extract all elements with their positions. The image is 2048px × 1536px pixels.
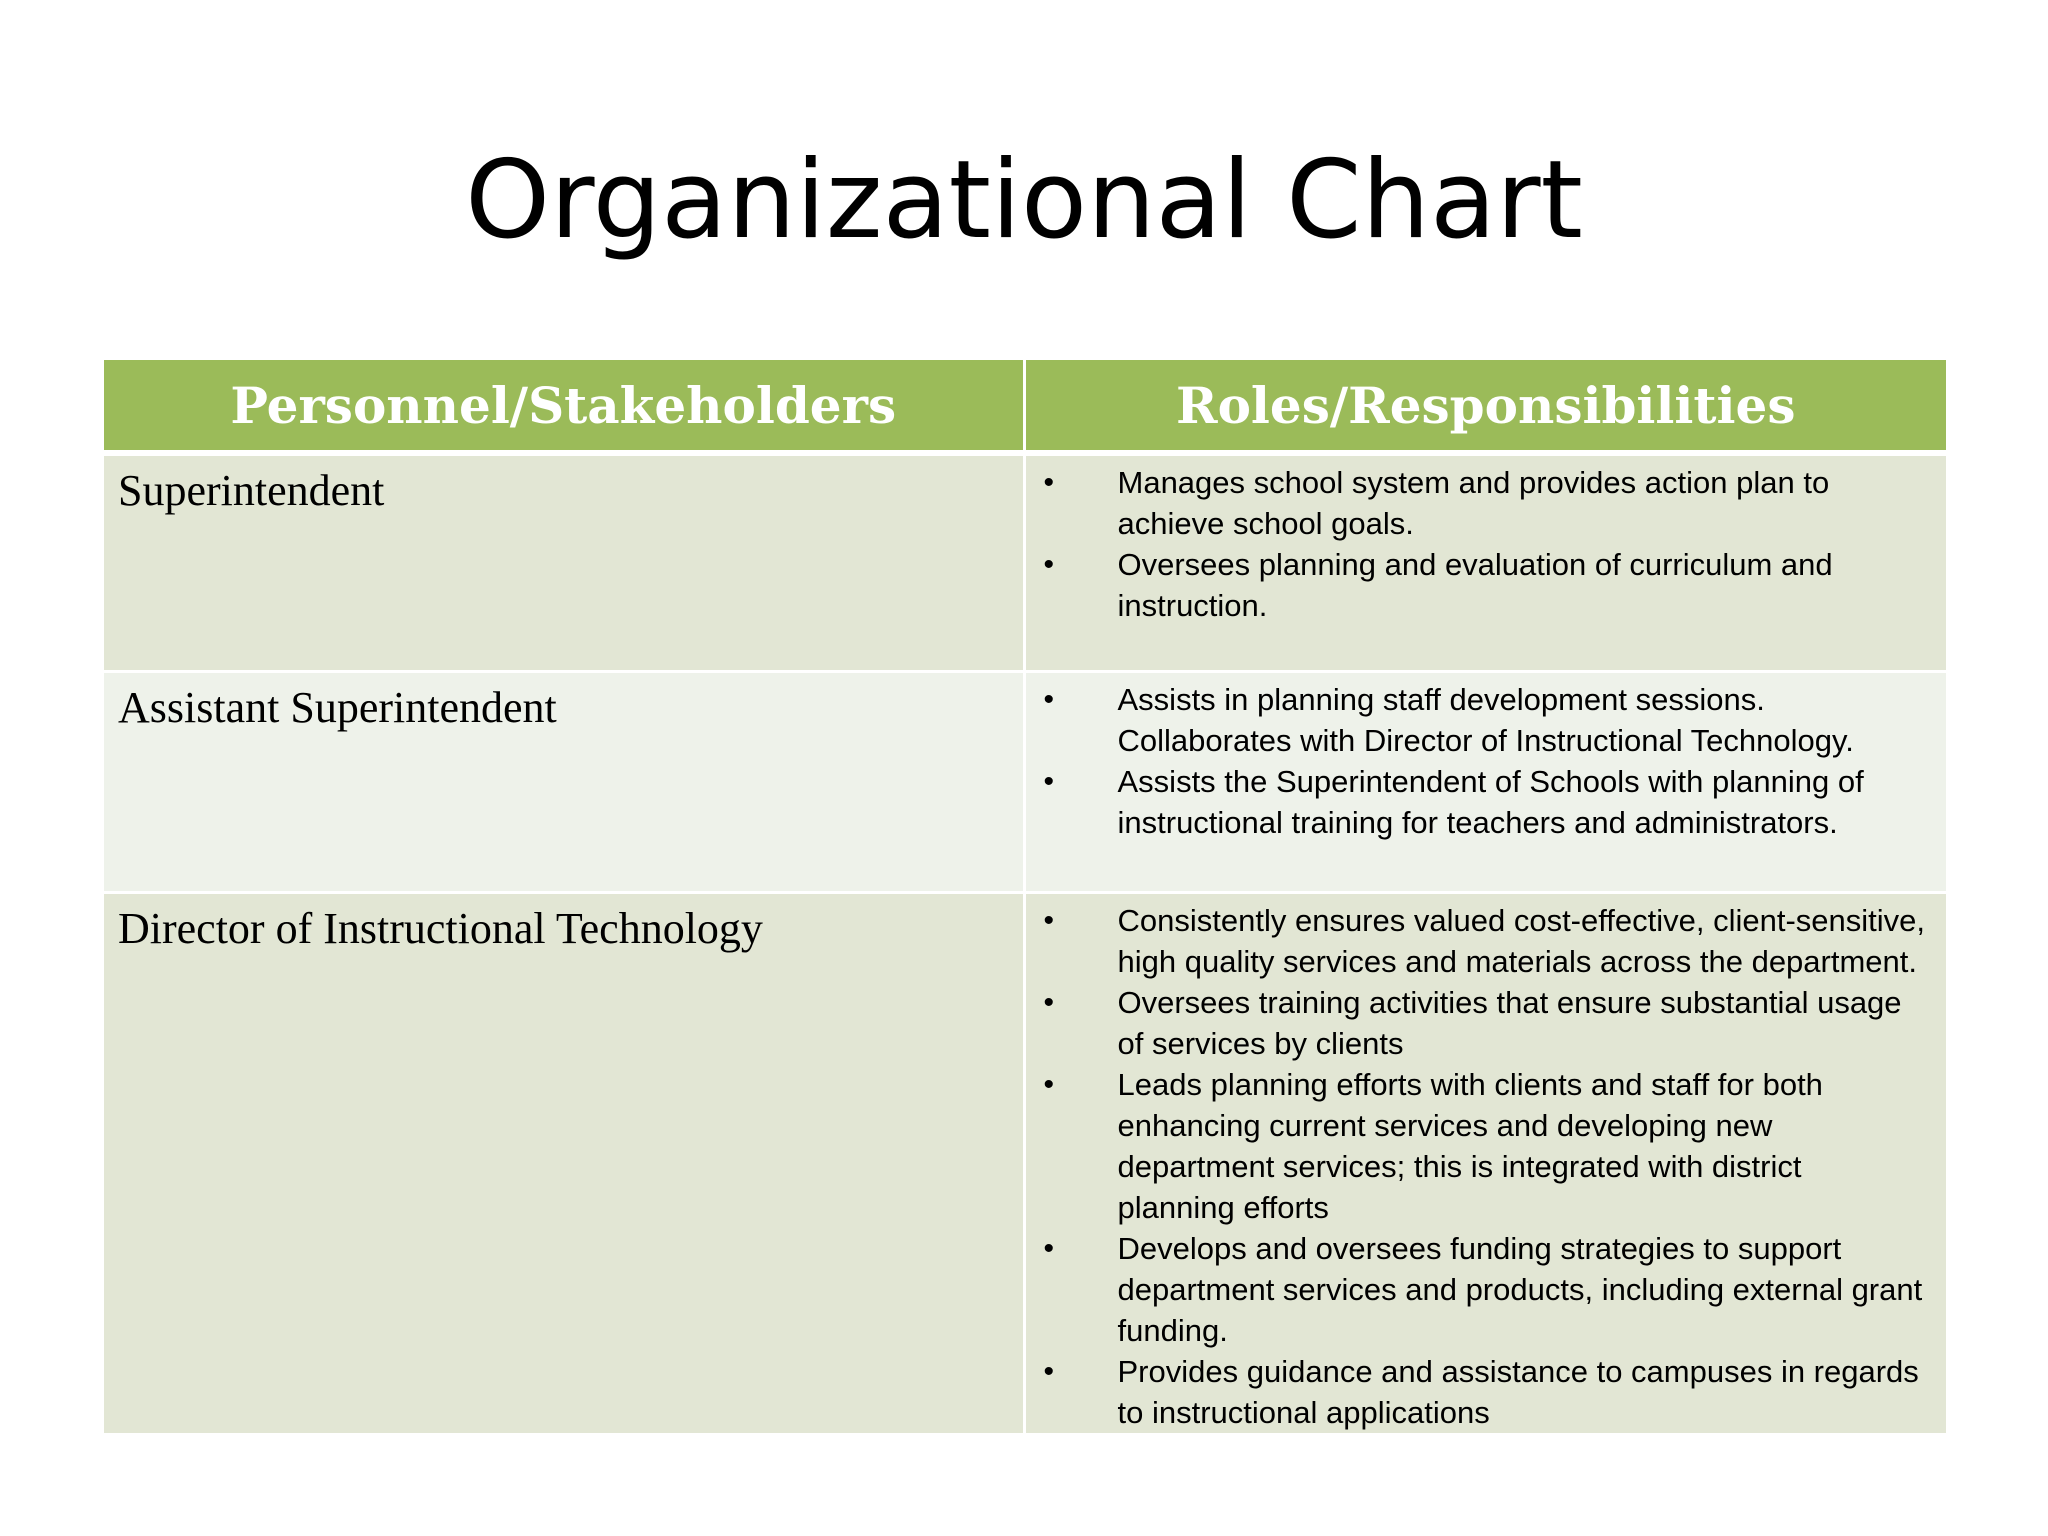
person-name: Superintendent — [118, 466, 385, 515]
role-item — [1026, 679, 1927, 761]
table-row — [104, 672, 1946, 893]
bullet-icon: • — [1043, 765, 1055, 798]
person-cell — [104, 453, 1024, 672]
roles-cell — [1024, 672, 1946, 893]
bullet-icon: • — [1043, 548, 1055, 581]
table-row — [104, 453, 1946, 672]
bullet-icon: • — [1043, 466, 1055, 499]
role-item — [1026, 982, 1927, 1064]
bullet-icon: • — [1043, 683, 1055, 716]
bullet-icon: • — [1043, 1068, 1055, 1101]
role-item — [1026, 462, 1927, 544]
role-item — [1026, 900, 1927, 982]
roles-list — [1026, 673, 1947, 843]
role-text: Provides guidance and assistance to campuses in regards to instructional applications — [1117, 1354, 1919, 1430]
role-text: Manages school system and provides action plan to achieve school goals. — [1117, 465, 1830, 541]
org-table — [104, 360, 1946, 1436]
person-cell — [104, 893, 1024, 1435]
roles-cell — [1024, 893, 1946, 1435]
role-item — [1026, 1228, 1927, 1351]
roles-cell — [1024, 453, 1946, 672]
header-personnel: Personnel/Stakeholders — [104, 360, 1024, 453]
role-text: Leads planning efforts with clients and staff for both enhancing current services and developing new department services; this is integrated with district planning efforts — [1117, 1067, 1823, 1225]
bullet-icon: • — [1043, 1232, 1055, 1265]
role-text: Assists in planning staff development sessions. Collaborates with Director of Instructional Technology. — [1117, 682, 1854, 758]
role-text: Oversees planning and evaluation of curriculum and instruction. — [1117, 547, 1833, 623]
slide-title: Organizational Chart — [465, 138, 1583, 263]
role-text: Assists the Superintendent of Schools with planning of instructional training for teachers and administrators. — [1117, 764, 1864, 840]
person-cell — [104, 672, 1024, 893]
header-roles: Roles/Responsibilities — [1024, 360, 1946, 453]
roles-list — [1026, 894, 1947, 1433]
role-item — [1026, 1351, 1927, 1433]
role-item — [1026, 761, 1927, 843]
bullet-icon: • — [1043, 1355, 1055, 1388]
role-item — [1026, 544, 1927, 626]
role-text: Oversees training activities that ensure substantial usage of services by clients — [1117, 985, 1902, 1061]
roles-list — [1026, 456, 1947, 626]
bullet-icon: • — [1043, 904, 1055, 937]
bullet-icon: • — [1043, 986, 1055, 1019]
role-text: Develops and oversees funding strategies to support department services and products, including external grant funding. — [1117, 1231, 1923, 1348]
table-header-row — [104, 360, 1946, 453]
table-row — [104, 893, 1946, 1435]
role-text: Consistently ensures valued cost-effective, client-sensitive, high quality services and materials across the department. — [1117, 903, 1926, 979]
role-item — [1026, 1064, 1927, 1228]
person-name: Director of Instructional Technology — [118, 904, 763, 953]
person-name: Assistant Superintendent — [118, 683, 557, 732]
